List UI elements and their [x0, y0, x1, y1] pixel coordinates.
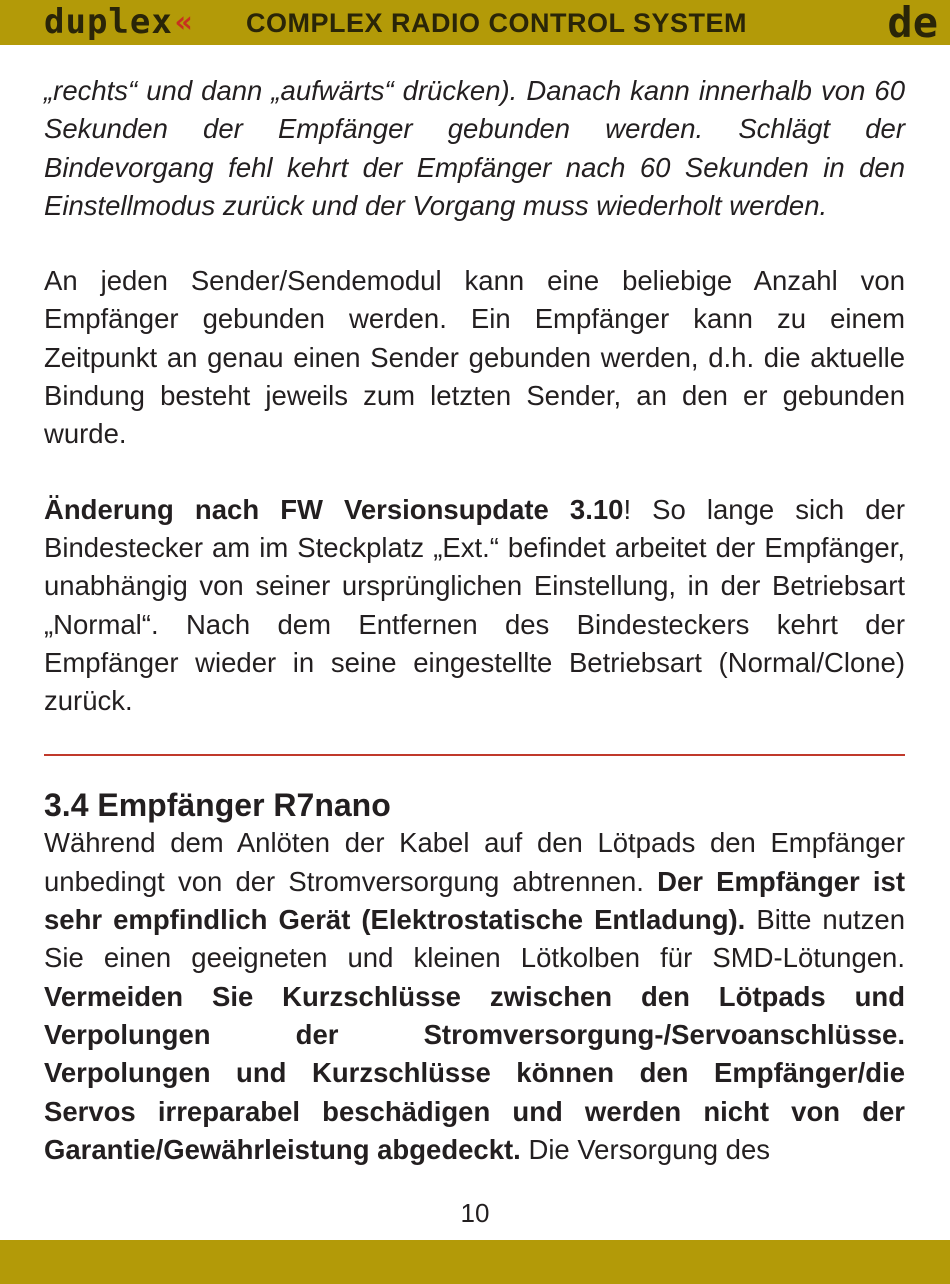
page-content	[44, 72, 905, 1169]
language-badge: de	[887, 0, 938, 47]
section-heading: 3.4 Empfänger R7nano	[44, 787, 391, 824]
duplex-logo	[44, 2, 194, 42]
logo-text: duplex	[44, 2, 173, 42]
r7nano-warning-esd: Der Empfänger ist sehr empfindlich Gerät (Elektrostatische Entladung).	[44, 865, 905, 936]
paragraph-r7nano	[44, 824, 905, 1169]
paragraph-binding-procedure: „rechts“ und dann „aufwärts“ drücken). Danach kann innerhalb von 60 Sekunden der Empfänger gebunden werden. Schlägt der Bindevorgang fehl kehrt der Empfänger nach 60 Sekunden in den Einstellmodus zurück und der Vorgang muss wiederholt werden.	[44, 75, 905, 221]
fw-update-heading: Änderung nach FW Versionsupdate 3.10	[44, 493, 624, 525]
footer-bar	[0, 1240, 950, 1284]
fw-update-text: ! So lange sich der Bindestecker am im Steckplatz „Ext.“ befindet arbeitet der Empfänger, unabhängig von seiner ursprünglichen Einstellung, in der Betriebsart „Normal“. Nach dem Entfernen des Bindesteckers kehrt der Empfänger wieder in seine eingestellte Betriebsart (Normal/Clone) zurück.	[44, 493, 905, 717]
spacer	[44, 225, 905, 262]
r7nano-warning-short: Vermeiden Sie Kurzschlüsse zwischen den Lötpads und Verpolungen der Stromversorgung-/Servoanschlüsse. Verpolungen und Kurzschlüsse können den Empfänger/die Servos irreparabel beschädigen und werden nicht von der Garantie/Gewährleistung abgedeckt.	[44, 980, 905, 1165]
r7nano-text-1: Während dem Anlöten der Kabel auf den Lötpads den Empfänger unbedingt von der Stromversorgung abtrennen.	[44, 827, 905, 897]
r7nano-text-3: Die Versorgung des	[520, 1133, 770, 1165]
logo-chevrons: «	[174, 4, 194, 40]
section-divider	[44, 754, 905, 756]
header-title: COMPLEX RADIO CONTROL SYSTEM	[246, 8, 748, 38]
header-bar	[0, 0, 950, 45]
r7nano-text-2: Bitte nutzen Sie einen geeigneten und kleinen Lötkolben für SMD-Lötungen.	[44, 904, 905, 974]
page-number: 10	[460, 1198, 490, 1228]
paragraph-binding-info: An jeden Sender/Sendemodul kann eine beliebige Anzahl von Empfänger gebunden werden. Ein Empfänger kann zu einem Zeitpunkt an genau einen Sender gebunden werden, d.h. die aktuelle Bindung besteht jeweils zum letzten Sender, an den er gebunden wurde.	[44, 265, 905, 450]
paragraph-fw-update	[44, 491, 905, 721]
spacer	[44, 454, 905, 491]
